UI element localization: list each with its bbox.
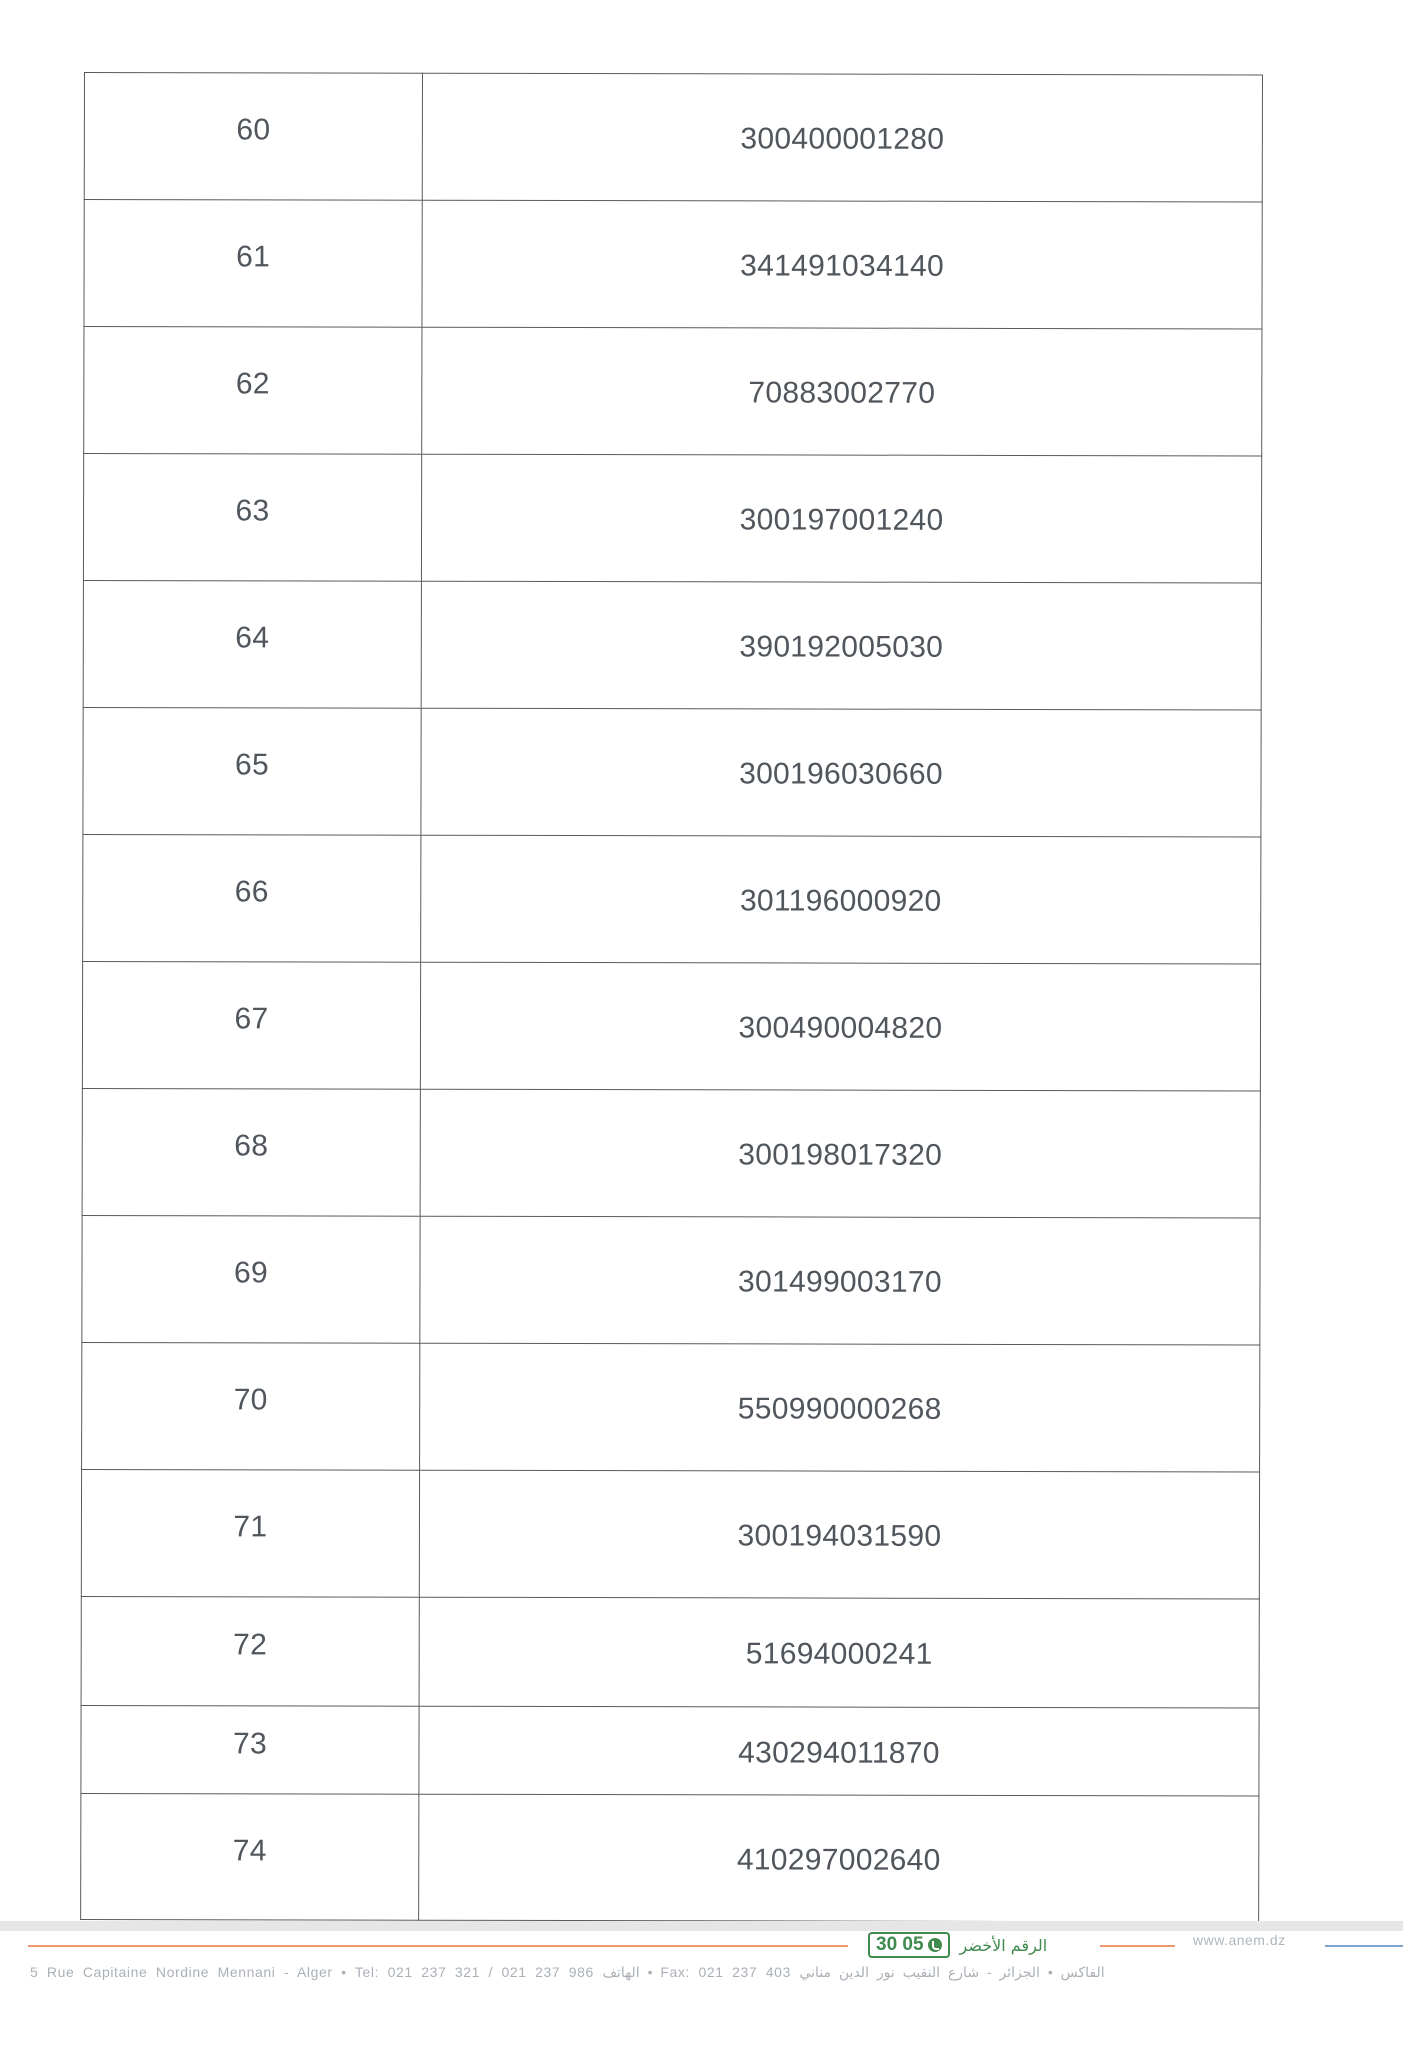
table-row [81,1596,1259,1707]
row-number: 61 [84,200,422,328]
phone-icon [928,1938,942,1952]
table-row [84,327,1262,456]
row-id-value: 341491034140 [422,200,1262,329]
table-row [82,961,1260,1090]
row-id-value: 70883002770 [422,327,1262,456]
hotline-number: 30 05 [876,1934,924,1955]
row-number: 74 [81,1793,419,1920]
row-id-value: 300194031590 [419,1470,1259,1599]
row-number: 68 [82,1088,420,1216]
table-row [82,1215,1260,1344]
footer-scan-band [0,1921,1403,1931]
row-number: 60 [84,73,422,201]
row-id-value: 51694000241 [419,1597,1259,1708]
table-row [83,580,1261,709]
row-id-value: 550990000268 [420,1343,1260,1472]
hotline-number-box [868,1932,950,1958]
table-row [81,1469,1259,1598]
table-row [83,707,1261,836]
id-table [80,72,1263,1922]
row-number: 67 [82,961,420,1089]
row-number: 71 [81,1469,419,1597]
row-number: 65 [83,707,421,835]
website-link: www.anem.dz [1193,1932,1286,1948]
row-id-value: 301196000920 [421,835,1261,964]
row-id-value: 300400001280 [422,73,1262,202]
footer-divider-orange [1100,1945,1175,1947]
table-row [81,1705,1259,1795]
footer-address: 5 Rue Capitaine Nordine Mennani - Alger • Tel: 021 237 321 / 021 237 986 الهاتف • Fax: 021 237 403 الفاكس • الجزائر - شارع النقيب نور الدين مناني [30,1964,1105,1980]
table-row [83,834,1261,963]
row-number: 70 [82,1342,420,1470]
footer-divider-blue [1325,1945,1403,1947]
row-id-value: 410297002640 [419,1794,1259,1922]
green-hotline [868,1932,1047,1958]
row-id-value: 300196030660 [421,708,1261,837]
row-number: 63 [83,454,421,582]
row-number: 69 [82,1215,420,1343]
hotline-label: الرقم الأخضر [959,1935,1048,1955]
table-row [84,73,1262,202]
row-number: 62 [84,327,422,455]
row-id-value: 430294011870 [419,1706,1259,1796]
row-id-value: 301499003170 [420,1216,1260,1345]
id-table-container [80,72,1263,1922]
table-row [83,454,1261,583]
row-id-value: 390192005030 [421,581,1261,710]
table-row [82,1088,1260,1217]
footer-divider-orange [28,1945,848,1947]
row-id-value: 300198017320 [420,1089,1260,1218]
row-number: 64 [83,580,421,708]
row-number: 66 [83,834,421,962]
table-row [81,1793,1259,1921]
table-row [84,200,1262,329]
row-number: 73 [81,1705,419,1794]
table-row [82,1342,1260,1471]
row-id-value: 300490004820 [420,962,1260,1091]
row-number: 72 [81,1596,419,1706]
row-id-value: 300197001240 [421,454,1261,583]
